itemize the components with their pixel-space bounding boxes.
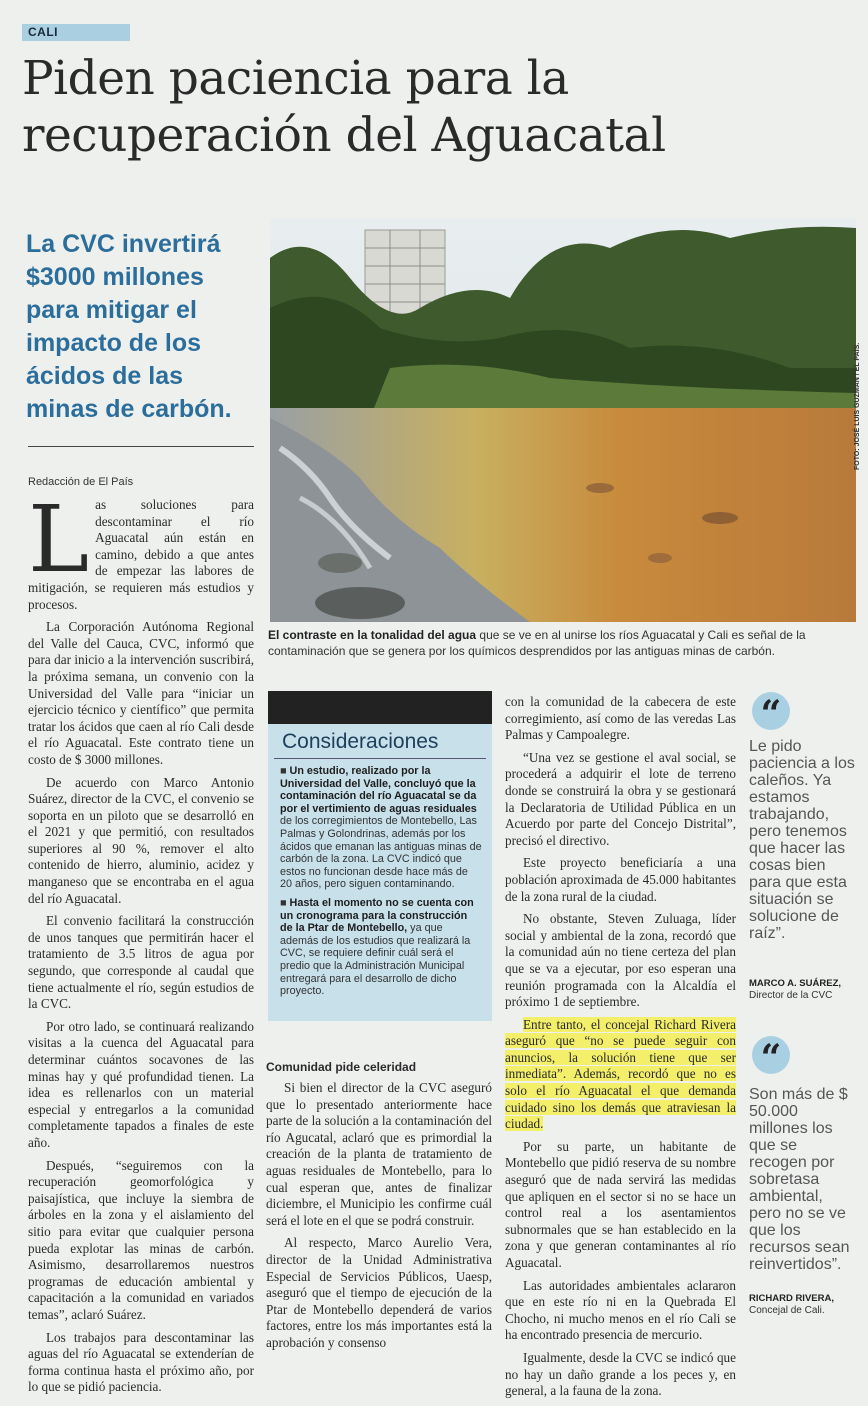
paragraph: Los trabajos para descontaminar las aguas del río Aguacatal se extenderían de forma continua hasta el próximo año, por lo que se pidió paciencia. xyxy=(28,1329,254,1395)
box-item-lead: Hasta el momento no se cuenta con un cronograma para la construcción de la Ptar de Montebello, xyxy=(280,896,474,935)
divider xyxy=(28,446,254,447)
paragraph: El convenio facilitará la construcción de unos tanques que permitirán hacer el tratamiento de 3.5 litros de agua por segundo, que corresponde al caudal que tiene actualmente el río, según estudios de la CVC. xyxy=(28,913,254,1012)
photo-credit: FOTO: JOSÉ LUIS GUZMÁN / EL PAÍS. xyxy=(854,342,861,470)
box-item-text: ya que además de los estudios que realizará la CVC, se requiere definir cuál será el predio que la Administración Municipal entregará para el desarrollo de dicho proyecto. xyxy=(280,922,471,998)
quote-attribution xyxy=(749,1293,861,1317)
caption-text: que se ve en al unirse los ríos Aguacatal y Cali es señal de la contaminación que se genera por los químicos desprendidos por las antiguas minas de carbón. xyxy=(268,628,806,658)
paragraph: Este proyecto beneficiaría a una población aproximada de 45.000 habitantes de la zona rural de la ciudad. xyxy=(505,855,736,904)
highlighted-text: Entre tanto, el concejal Richard Rivera aseguró que “no se puede seguir con anuncios, la solución tiene que ser inmediata”. Además, recordó que no es solo el río Aguacatal el que demanda cuidado sino los demás que atraviesan la ciudad. xyxy=(505,1016,736,1132)
quote-attribution xyxy=(749,978,861,1002)
headline: Piden paciencia para la recuperación del Aguacatal xyxy=(22,51,666,163)
paragraph: Por otro lado, se continuará realizando visitas a la cuenca del Aguacatal para determinar cuántos socavones de las minas hay y qué profundidad tienen. La idea es rellenarlos con un material especial y entregarlos a la comunidad completamente tapados a finales de este año. xyxy=(28,1018,254,1150)
photo-caption xyxy=(268,627,858,659)
paragraph-highlighted xyxy=(505,1017,736,1133)
paragraph xyxy=(28,486,254,613)
dropcap: L xyxy=(28,486,90,593)
paragraph: Por su parte, un habitante de Montebello que pidió reserva de su nombre aseguró que de nada servirá las medidas que apliquen en el sector si no se hace un control real a los asentamientos subnormales que se han establecido en la zona y que generan contaminantes al río Aguacatal. xyxy=(505,1138,736,1270)
caption-lead: El contraste en la tonalidad del agua xyxy=(268,628,477,642)
paragraph: Las autoridades ambientales aclararon que en este río ni en la Quebrada El Chocho, ni mucho menos en el río Cali se ha encontrado presencia de mercurio. xyxy=(505,1277,736,1343)
considerations-box xyxy=(268,691,492,1021)
quote-mark-icon: “ xyxy=(752,1036,790,1074)
box-item-lead: Un estudio, realizado por la Universidad del Valle, concluyó que la contaminación del río Aguacatal se da por el vertimiento de aguas residuales xyxy=(280,765,477,815)
section-subtitle: Comunidad pide celeridad xyxy=(266,1060,417,1074)
pull-quote: Son más de $ 50.000 millones los que se recogen por sobretasa ambiental, pero no se ve que los recursos sean reinvertidos”. xyxy=(749,1086,850,1273)
paragraph: Al respecto, Marco Aurelio Vera, director de la Unidad Administrativa Especial de Servicios Públicos, Uaesp, aseguró que el tiempo de ejecución de la Ptar de Montebello dependerá de varios factores, entre los más importantes está la aprobación y consenso xyxy=(266,1235,492,1350)
subhead: La CVC invertirá $3000 millones para mitigar el impacto de los ácidos de las minas de carbón. xyxy=(26,230,232,423)
box-item-text: de los corregimientos de Montebello, Las Palmas y Golondrinas, además por los ácidos que emanan las antiguas minas de carbón de la zona. La CVC indicó que estos no funcionan desde hace más de 20 años, pero siguen contaminando. xyxy=(280,815,482,891)
box-item: ■ Un estudio, realizado por la Universidad del Valle, concluyó que la contaminación del río Aguacatal se da por el vertimiento de aguas residuales de los corregimientos de Montebello, Las Palmas y Golondrinas, además por los ácidos que emanan las antiguas minas de carbón de la zona. La CVC indicó que estos no funcionan desde hace más de 20 años, pero siguen contaminando. xyxy=(280,765,482,891)
quote-role: Concejal de Cali. xyxy=(749,1305,825,1316)
paragraph: La Corporación Autónoma Regional del Valle del Cauca, CVC, informó que para dar inicio a la intervención suscribirá, la próxima semana, un convenio con la Universidad del Valle para “iniciar un ejercicio técnico y científico” que permita tratar los ácidos que caen al río Cali desde el río Aguacatal. Este contrato tiene un costo de $ 3000 millones. xyxy=(28,619,254,767)
river-photo xyxy=(270,218,856,622)
article-column-3 xyxy=(505,694,736,1406)
box-item: ■ Hasta el momento no se cuenta con un cronograma para la construcción de la Ptar de Montebello, ya que además de los estudios que realizará la CVC, se requiere definir cuál será el predio que la Administración Municipal entregará para el desarrollo de dicho proyecto. xyxy=(280,896,474,998)
paragraph-text: as soluciones para descontaminar el río Aguacatal aún están en camino, debido a que antes de empezar las labores de mitigación, se requieren más estudios y procesos. xyxy=(28,497,254,612)
section-tag: CALI xyxy=(22,24,130,41)
box-title: Consideraciones xyxy=(274,724,486,759)
article-column-1 xyxy=(28,486,254,1402)
paragraph: Después, “seguiremos con la recuperación geomorfológica y paisajística, que incluye la siembra de árboles en la zona y el aislamiento del sitio para evitar que cualquier persona pueda explotar las minas de carbón. Asimismo, desarrollaremos nuestros programas de educación ambiental y capacitación a la comunidad en variados temas”, aclaró Suárez. xyxy=(28,1157,254,1322)
paragraph: No obstante, Steven Zuluaga, líder social y ambiental de la zona, recordó que la comunidad aún no tiene certeza del plan que se va a ejecutar, por eso esperan una reunión programada con la Alcaldía el próximo 1 de septiembre. xyxy=(505,911,736,1010)
paragraph: con la comunidad de la cabecera de este corregimiento, así como de las veredas Las Palmas y Campoalegre. xyxy=(505,694,736,743)
quote-name: MARCO A. SUÁREZ, xyxy=(749,978,842,989)
quote-mark-icon: “ xyxy=(752,692,790,730)
byline: Redacción de El País xyxy=(28,476,134,488)
paragraph: Igualmente, desde la CVC se indicó que no hay un daño grande a los peces y, en general, a la fauna de la zona. xyxy=(505,1349,736,1399)
quote-role: Director de la CVC xyxy=(749,990,833,1001)
paragraph: Si bien el director de la CVC aseguró que lo presentado anteriormente hace parte de la solución a la contaminación del río Agucatal, aclaró que es primordial la creación de la planta de tratamiento de aguas residuales de Montebello, para lo cual esperan que, antes de finalizar diciembre, el Municipio les confirme cuál será el lote en el que se podrá construir. xyxy=(266,1080,492,1228)
quote-name: RICHARD RIVERA, xyxy=(749,1293,834,1304)
paragraph: De acuerdo con Marco Antonio Suárez, director de la CVC, el convenio se soporta en un piloto que se desarrolló en el 2021 y que permitió, con resultados superiores al 90 %, remover el alto contenido de hierro, aluminio, acidez y manganeso que se encontraba en el agua del río Aguacatal. xyxy=(28,774,254,906)
box-header-bar xyxy=(268,691,492,724)
paragraph: “Una vez se gestione el aval social, se procederá a adquirir el lote de terreno donde se construirá la obra y se gestionará la Declaratoria de Utilidad Pública en un Acuerdo por parte del Concejo Distrital”, precisó el directivo. xyxy=(505,749,736,848)
article-column-2 xyxy=(266,1060,492,1358)
pull-quote: Le pido paciencia a los caleños. Ya estamos trabajando, pero tenemos que hacer las cosas bien para que esta situación se solucione de raíz”. xyxy=(749,738,855,942)
